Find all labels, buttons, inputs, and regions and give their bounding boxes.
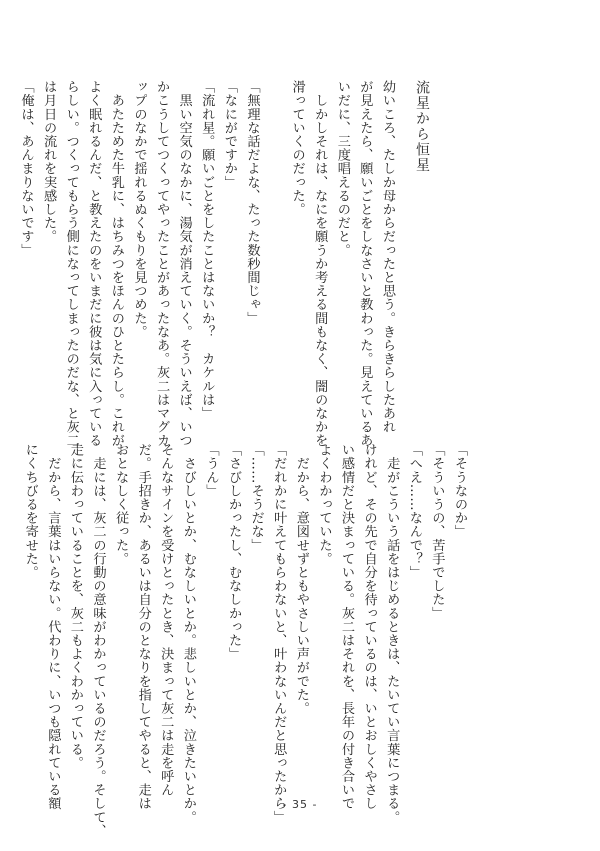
text-column: 「さびしかったし、むなしかった」: [226, 443, 242, 661]
text-column: けれど、その先で自分を待っているのは、いとおしくやさし: [361, 443, 377, 811]
text-column: 「……そうだな」: [248, 443, 264, 552]
text-column: かこうしてつくってやったことがあったなあ。灰二はマグカ: [154, 80, 170, 448]
text-column: 「だれかに叶えてもらわないと、叶わないんだと思ったから」: [271, 443, 287, 824]
text-column: らしい。つくってもらう側になってしまったのだな、と灰二: [63, 80, 79, 448]
text-column: おとなしく従った。: [113, 443, 129, 566]
text-column: 「そうなのか」: [452, 443, 467, 539]
text-column: そんなサインを受けとったとき、決まって灰二は走を呼ん: [158, 443, 174, 797]
text-column: 黒い空気のなかに、湯気が消えていく。そういえば、いつ: [176, 80, 192, 448]
text-column: 「うん」: [203, 443, 219, 498]
text-column: だから、言葉はいらない。代わりに、いつも隠れている額: [45, 443, 61, 811]
text-column: 走がこういう話をはじめるときは、たいてい言葉につまる。: [384, 443, 400, 824]
text-column: さびしいとか、むなしいとか。悲しいとか、泣きたいとか。: [180, 443, 196, 824]
text-column: い感情だと決まっている。灰二はそれを、長年の付き合いで: [339, 443, 355, 811]
text-column: 走に伝わっていることを、灰二もよくわかっている。: [67, 443, 83, 770]
text-column: は月日の流れを実感した。: [41, 80, 57, 244]
text-column: ップのなかで揺れるぬくもりを見つめた。: [131, 80, 147, 339]
text-column: 「俺は、あんまりないです」: [18, 80, 34, 257]
text-column: あたためた牛乳に、はちみつをほんのひとたらし。これが: [108, 80, 124, 448]
text-column: 走には、灰二の行動の意味がわかっているのだろう。そして、: [90, 443, 106, 838]
text-column: しかしそれは、なにを願うか考える間もなく、闇のなかを: [312, 80, 328, 448]
text-column: よく眠れるんだ、と教えたのをいまだに彼は気に入っている: [86, 80, 102, 448]
text-column: だ。手招きか、あるいは自分のとなりを指してやると、走は: [135, 443, 151, 811]
text-column: 幼いころ、たしか母からだったと思う。きらきらしたあれ: [380, 80, 395, 434]
text-column: よくわかっていた。: [316, 443, 332, 566]
text-column: 「無理な話だよな、たった数秒間じゃ」: [244, 80, 260, 325]
text-column: いだに、三度唱えるのだと。: [334, 80, 350, 257]
text-column: 「へえ……なんで？」: [406, 443, 422, 579]
text-column: 「なにがですか」: [221, 80, 237, 189]
text-column: 滑っていくのだった。: [289, 80, 305, 216]
text-column: 「そういうの、苦手でした」: [429, 443, 445, 620]
text-column: が見えたら、願いごとをしなさいと教わった。見えているあ: [357, 80, 373, 448]
page-number: - 35 -: [282, 798, 318, 811]
text-column: [262, 80, 285, 380]
upper-text-block: [18, 80, 398, 448]
text-column: 「流れ星。願いごとをしたことはないか？ カケルは」: [199, 80, 215, 420]
text-column: だから、意図せずともやさしい声がでた。: [293, 443, 309, 715]
chapter-title: 流星から恒星: [414, 80, 430, 173]
text-column: にくちびるを寄せた。: [22, 443, 38, 579]
